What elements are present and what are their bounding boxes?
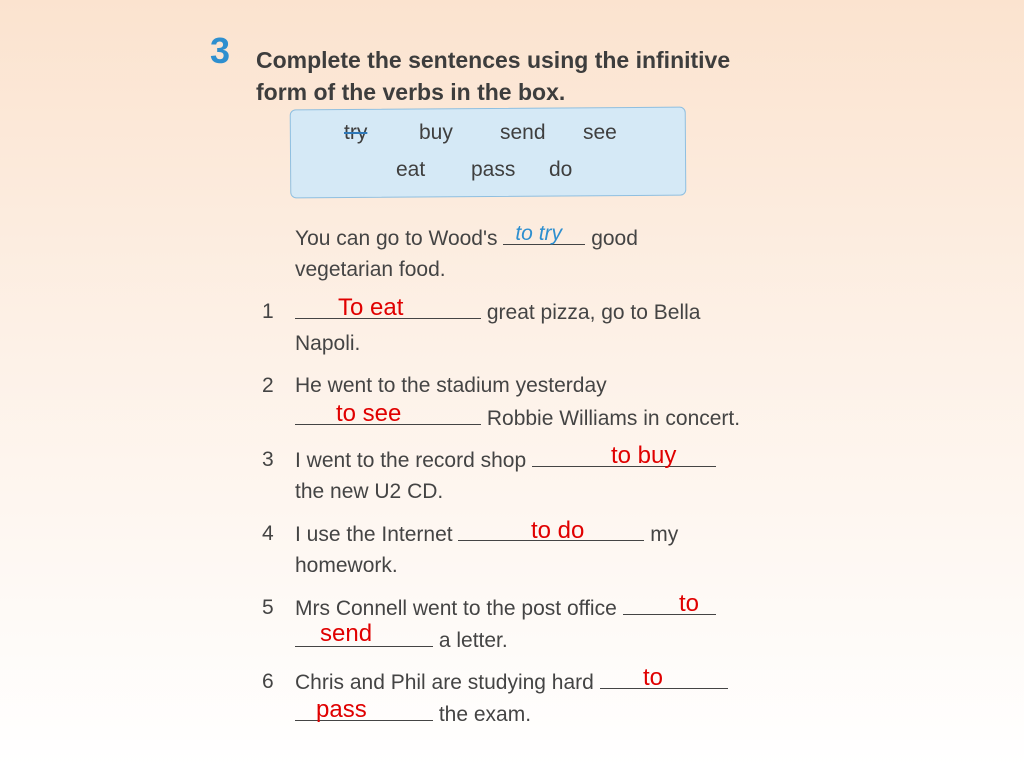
word-box-word: pass <box>471 158 516 181</box>
item-number: 5 <box>262 596 274 619</box>
word-box-word: do <box>549 158 573 181</box>
item-text: a letter. <box>438 629 508 652</box>
item-2-line-1: He went to the stadium yesterday <box>295 374 607 397</box>
exercise-instructions <box>256 44 730 108</box>
item-4-line-2: homework. <box>295 554 398 577</box>
exercise-number: 3 <box>210 30 231 71</box>
item-number: 1 <box>262 300 274 323</box>
word-box-word: buy <box>419 121 453 144</box>
item-text: Robbie Williams in concert. <box>486 407 741 430</box>
handwritten-answer: to see <box>336 400 402 427</box>
item-number: 6 <box>262 670 274 693</box>
item-text: my <box>650 523 679 546</box>
item-4-line-1 <box>295 518 678 551</box>
word-box-word: see <box>583 121 617 144</box>
example-line-2: vegetarian food. <box>295 258 446 281</box>
handwritten-answer: to buy <box>611 442 677 469</box>
item-number: 4 <box>262 522 274 545</box>
answer-blank <box>600 666 728 689</box>
example-text-before: You can go to Wood's <box>295 227 498 250</box>
handwritten-answer: send <box>320 620 373 647</box>
item-text: great pizza, go to Bella <box>486 301 701 324</box>
item-text: I use the Internet <box>295 523 453 546</box>
answer-blank <box>623 592 716 615</box>
handwritten-answer: to <box>643 664 664 691</box>
word-box-word: send <box>500 121 546 144</box>
word-box-word: eat <box>396 158 426 181</box>
item-text: the exam. <box>438 703 532 726</box>
item-text: I went to the record shop <box>295 449 527 472</box>
example-text-after: good <box>591 227 638 250</box>
instructions-line-2: form of the verbs in the box. <box>256 79 566 105</box>
item-number: 3 <box>262 448 274 471</box>
word-box-word: try <box>344 121 368 144</box>
item-3-line-2: the new U2 CD. <box>295 480 444 503</box>
instructions-line-1: Complete the sentences using the infinitive <box>256 47 731 73</box>
example-line-1 <box>295 222 638 255</box>
handwritten-answer: pass <box>316 696 367 723</box>
example-answer: to try <box>515 222 563 245</box>
item-1-line-2: Napoli. <box>295 332 361 355</box>
item-text: Chris and Phil are studying hard <box>295 671 594 694</box>
item-number: 2 <box>262 374 274 397</box>
item-text: Mrs Connell went to the post office <box>295 597 617 620</box>
handwritten-answer: to do <box>531 517 585 544</box>
example-blank <box>503 222 585 245</box>
handwritten-answer: To eat <box>338 294 404 321</box>
handwritten-answer: to <box>679 590 700 617</box>
